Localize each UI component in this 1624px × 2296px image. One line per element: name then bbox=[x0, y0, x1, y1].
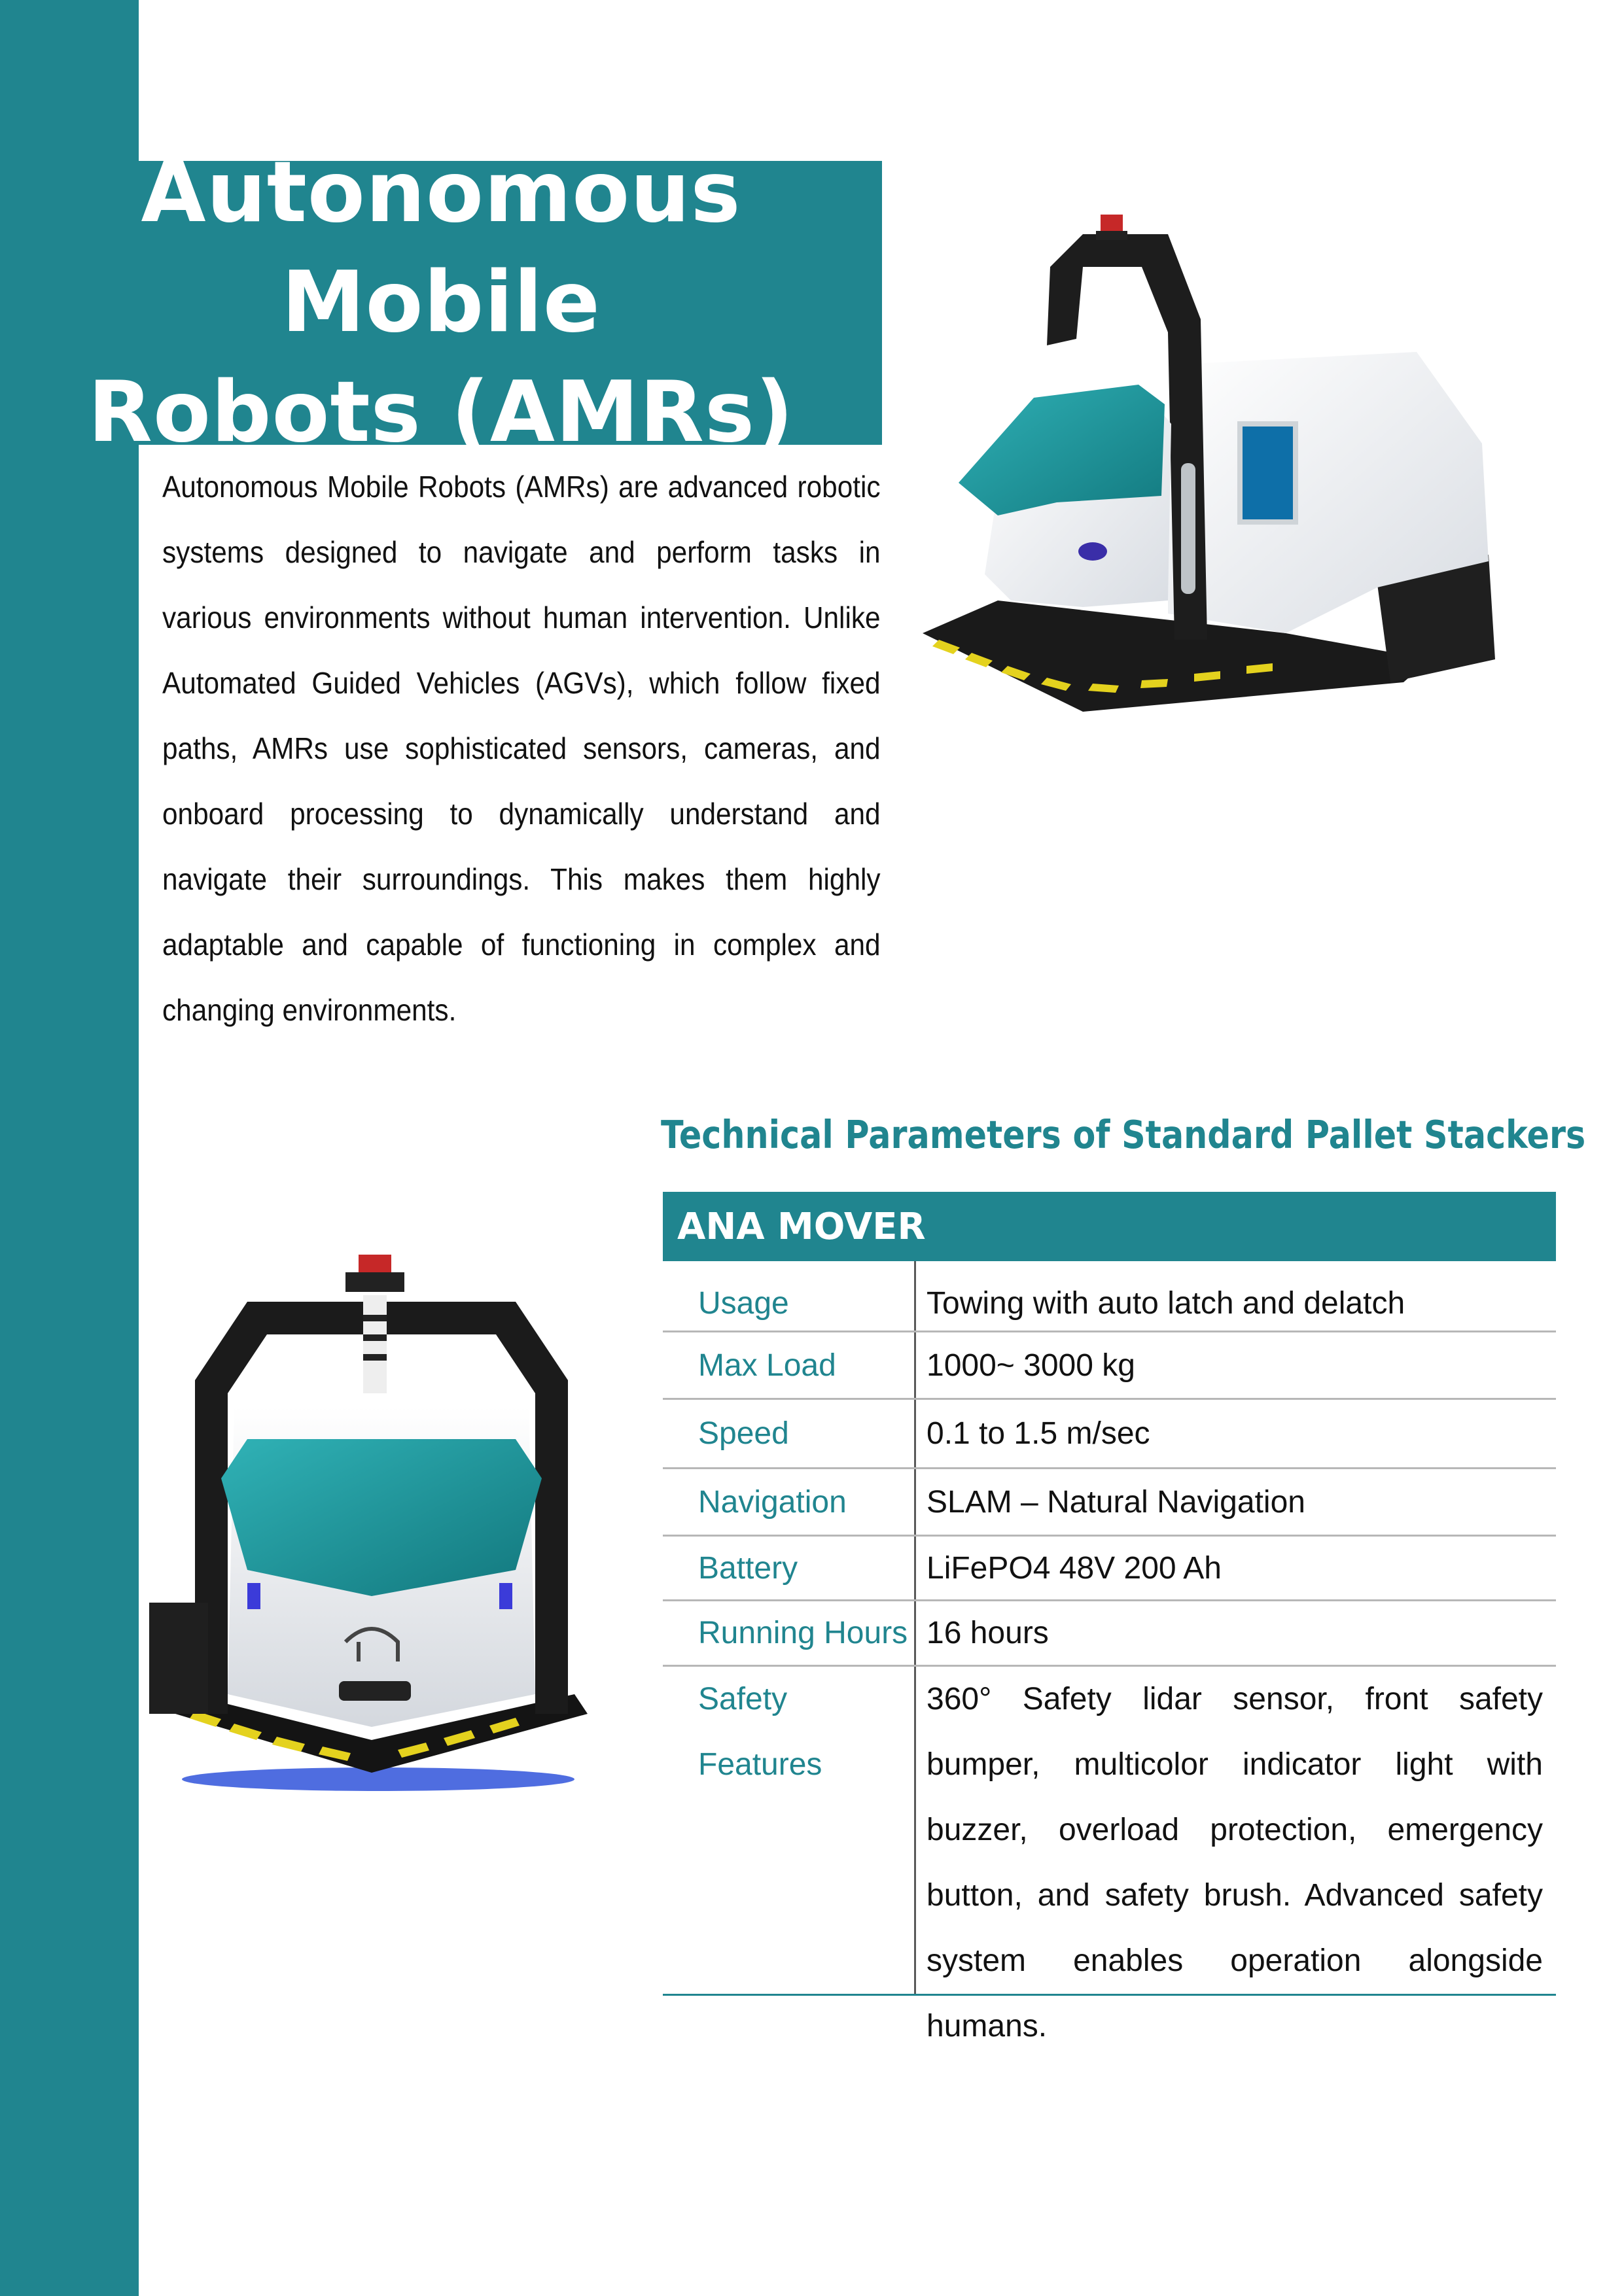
amr-front-view-image bbox=[149, 1243, 601, 1818]
spec-value: 360° Safety lidar sensor, front safety bumper, multicolor indicator light with buzzer, overload protection, emergency button, and safety brush. Advanced safety system enables operation alongside humans. bbox=[927, 1682, 1543, 2044]
spec-label: Running Hours bbox=[663, 1601, 916, 1665]
spec-value: 1000~ 3000 kg bbox=[927, 1348, 1135, 1383]
spec-value: Towing with auto latch and delatch bbox=[927, 1286, 1405, 1321]
spec-value: LiFePO4 48V 200 Ah bbox=[927, 1550, 1222, 1586]
spec-row-usage bbox=[663, 1261, 1556, 1332]
spec-label: Safety Features bbox=[663, 1667, 916, 1994]
title-line-2: Robots (AMRs) bbox=[88, 364, 794, 461]
spec-row-navigation bbox=[663, 1469, 1556, 1537]
spec-label: Usage bbox=[663, 1261, 916, 1331]
spec-value: SLAM – Natural Navigation bbox=[927, 1484, 1305, 1520]
intro-paragraph: Autonomous Mobile Robots (AMRs) are advanced robotic systems designed to navigate and perform tasks in various environments without human intervention. Unlike Automated Guided Vehicles (AGVs), which follow fixed paths, AMRs use sophisticated sensors, cameras, and onboard processing to dynamically understand and navigate their surroundings. This makes them highly adaptable and capable of functioning in complex and changing environments. bbox=[162, 470, 881, 1027]
spec-row-safety-features bbox=[663, 1667, 1556, 2044]
table-header bbox=[663, 1192, 1556, 1261]
amr-side-view-image bbox=[919, 208, 1508, 771]
spec-row-speed bbox=[663, 1400, 1556, 1469]
spec-label: Battery bbox=[663, 1537, 916, 1599]
spec-value: 0.1 to 1.5 m/sec bbox=[927, 1416, 1150, 1451]
spec-row-max-load bbox=[663, 1332, 1556, 1400]
spec-value: 16 hours bbox=[927, 1616, 1049, 1650]
spec-row-running-hours bbox=[663, 1601, 1556, 1667]
spec-row-battery bbox=[663, 1537, 1556, 1601]
params-heading: Technical Parameters of Standard Pallet Stackers bbox=[661, 1112, 1586, 1157]
title-line-1: Autonomous Mobile bbox=[141, 144, 741, 351]
spec-table bbox=[663, 1261, 1556, 2044]
spec-label: Navigation bbox=[663, 1469, 916, 1535]
page-title bbox=[0, 138, 882, 468]
spec-label: Speed bbox=[663, 1400, 916, 1467]
title-banner bbox=[0, 144, 882, 461]
spec-label: Max Load bbox=[663, 1332, 916, 1398]
table-header-label: ANA MOVER bbox=[677, 1205, 926, 1248]
